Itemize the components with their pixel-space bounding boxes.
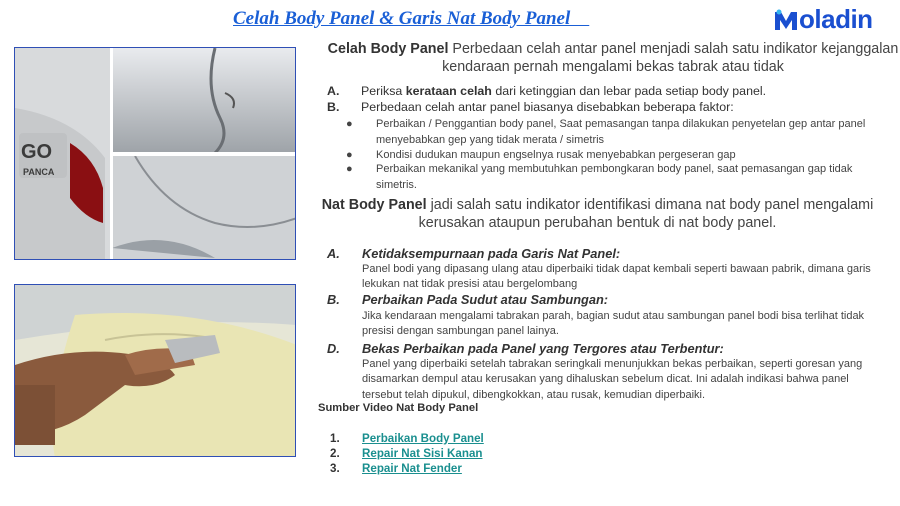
bullet-item: [346, 117, 891, 148]
link-repair-nat-fender[interactable]: Repair Nat Fender: [362, 462, 462, 475]
bullet-dot-icon: ●: [346, 118, 353, 130]
link-number: 2.: [330, 447, 340, 460]
link-perbaikan-body-panel[interactable]: Perbaikan Body Panel: [362, 432, 484, 445]
nat-intro-text: jadi salah satu indikator identifikasi dimana nat body panel mengalami kerusakan ataupun perubahan bentuk di nat body panel.: [418, 197, 874, 231]
bullet-item: [346, 162, 891, 193]
section-body-a: Panel bodi yang dipasang ulang atau diperbaiki tidak dapat kembali seperti bawaan pabrik, dimana garis lekukan nat tidak presisi atau bergelombang: [362, 263, 871, 291]
list-text: Periksa: [361, 84, 406, 98]
section-body-d: Panel yang diperbaiki setelah tabrakan seringkali menunjukkan bekas perbaikan, seperti goresan yang disamarkan dempul atau kerusakan yang dihaluskan sebelum dicat. Ini adalah indikasi bahwa panel tersebut telah dipukul, dibengkokkan, atau rusak, kemudian diperbaiki.: [362, 358, 863, 401]
putty-application-photo: [14, 284, 296, 457]
gap-intro-paragraph: [318, 40, 900, 76]
section-letter: A.: [327, 246, 340, 261]
bullet-dot-icon: ●: [346, 163, 353, 175]
source-heading: Sumber Video Nat Body Panel: [318, 402, 479, 414]
list-bold: kerataan celah: [405, 84, 492, 98]
section-heading-a: [327, 246, 620, 261]
gap-list-item-a: [327, 84, 766, 98]
bullet-text: Perbaikan / Penggantian body panel, Saat pemasangan tanpa dilakukan penyetelan gep antar panel menyebabkan gep yang tidak merata / simetris: [376, 118, 866, 146]
link-number: 1.: [330, 432, 340, 445]
source-link-item: [330, 462, 462, 475]
bullet-dot-icon: ●: [346, 149, 353, 161]
link-repair-nat-sisi-kanan[interactable]: Repair Nat Sisi Kanan: [362, 447, 483, 460]
section-heading-b: [327, 292, 608, 307]
logo-text: oladin: [799, 4, 873, 34]
gap-intro-text: Perbedaan celah antar panel menjadi salah satu indikator kejanggalan kendaraan pernah mengalami bekas tabrak atau tidak: [442, 41, 899, 75]
section-title: Ketidaksempurnaan pada Garis Nat Panel:: [362, 246, 621, 261]
list-letter: A.: [327, 84, 340, 98]
moladin-m-icon: [773, 8, 799, 32]
nat-intro-paragraph: [320, 196, 875, 232]
section-body-b: Jika kendaraan mengalami tabrakan parah, bagian sudut atau sambungan panel bodi bisa terlihat tidak presisi dengan sambungan panel lainya.: [362, 310, 865, 338]
gap-intro-bold: Celah Body Panel: [327, 41, 449, 57]
section-letter: D.: [327, 341, 340, 356]
section-letter: B.: [327, 292, 340, 307]
svg-text:GO: GO: [21, 141, 53, 163]
page-title: Celah Body Panel & Garis Nat Body Panel: [233, 8, 590, 29]
nat-intro-bold: Nat Body Panel: [321, 197, 427, 213]
source-link-item: [330, 447, 482, 460]
source-link-item: [330, 432, 484, 445]
section-title: Bekas Perbaikan pada Panel yang Tergores atau Terbentur:: [362, 341, 724, 356]
moladin-logo: [773, 4, 873, 35]
list-text: Perbedaan celah antar panel biasanya disebabkan beberapa faktor:: [361, 100, 734, 114]
section-title: Perbaikan Pada Sudut atau Sambungan:: [362, 292, 609, 307]
section-heading-d: [327, 341, 724, 356]
bullet-text: Kondisi dudukan maupun engselnya rusak menyebabkan pergeseran gap: [376, 149, 736, 161]
link-number: 3.: [330, 462, 340, 475]
svg-text:PANCA: PANCA: [23, 167, 55, 177]
gap-list-item-b: [327, 100, 734, 114]
car-panel-gap-photo: [14, 47, 296, 260]
list-text: dari ketinggian dan lebar pada setiap body panel.: [491, 84, 767, 98]
bullet-text: Perbaikan mekanikal yang membutuhkan pembongkaran body panel, saat pemasangan gap tidak simetris.: [376, 163, 853, 191]
list-letter: B.: [327, 100, 340, 114]
